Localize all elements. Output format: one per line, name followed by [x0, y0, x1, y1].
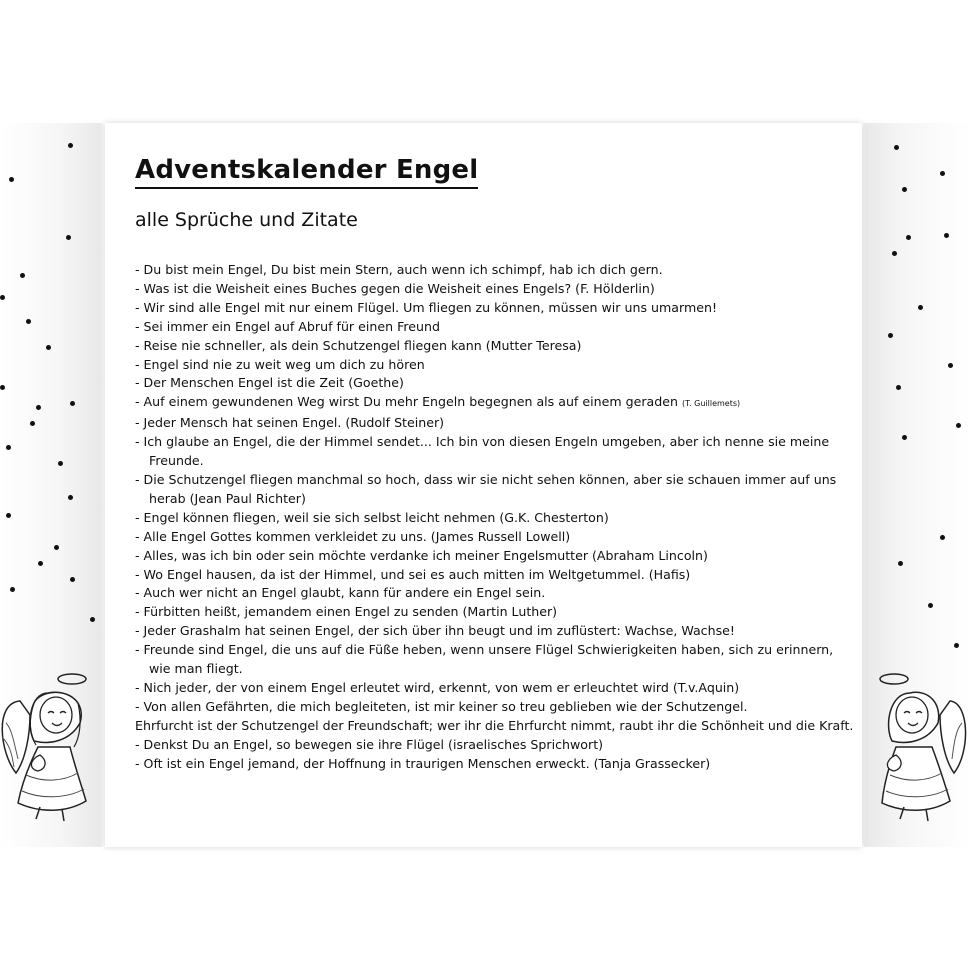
star-dot [38, 561, 43, 566]
quote-item [135, 414, 855, 433]
star-dot [46, 345, 51, 350]
quote-item [135, 566, 855, 585]
quote-text: - Alle Engel Gottes kommen verkleidet zu uns. (James Russell Lowell) [135, 528, 571, 544]
quote-text: - Auf einem gewundenen Weg wirst Du mehr Engeln begegnen als auf einem geraden [135, 394, 678, 410]
quote-item [135, 280, 855, 299]
quote-text: - Auch wer nicht an Engel glaubt, kann für andere ein Engel sein. [135, 585, 546, 601]
star-dot [902, 435, 907, 440]
star-dot [70, 401, 75, 406]
star-dot [36, 405, 41, 410]
star-dot [940, 171, 945, 176]
quote-source: (T. Guillemets) [682, 399, 741, 409]
quote-text: - Ich glaube an Engel, die der Himmel sendet... Ich bin von diesen Engeln umgeben, aber ich nenne sie meine Freunde. [135, 434, 830, 469]
quote-item [135, 337, 855, 356]
star-dot [940, 535, 945, 540]
star-dot [9, 177, 14, 182]
quote-text: - Jeder Grashalm hat seinen Engel, der sich über ihn beugt und im zuflüstert: Wachse, Wachse! [135, 623, 735, 639]
quote-text: - Freunde sind Engel, die uns auf die Füße heben, wenn unsere Flügel Schwierigkeiten haben, sich zu erinnern, wie man fliegt. [135, 642, 834, 677]
angel-illustration-right [866, 663, 970, 823]
star-dot [902, 187, 907, 192]
quote-item [135, 736, 855, 755]
document-page [105, 123, 862, 847]
quote-item [135, 641, 855, 679]
quote-item [135, 261, 855, 280]
quote-text: - Engel sind nie zu weit weg um dich zu hören [135, 356, 425, 372]
star-dot [948, 363, 953, 368]
quote-text: - Von allen Gefährten, die mich begleiteten, ist mir keiner so treu geblieben wie der Schutzengel. [135, 698, 748, 714]
star-dot [0, 385, 5, 390]
left-star-border [0, 123, 104, 847]
page-subtitle: alle Sprüche und Zitate [135, 209, 358, 231]
star-dot [54, 545, 59, 550]
quote-text: - Du bist mein Engel, Du bist mein Stern, auch wenn ich schimpf, hab ich dich gern. [135, 262, 663, 277]
star-dot [906, 235, 911, 240]
star-dot [888, 333, 893, 338]
quote-text: - Wir sind alle Engel mit nur einem Flügel. Um fliegen zu können, müssen wir uns umarmen! [135, 299, 717, 315]
star-dot [896, 385, 901, 390]
quote-text: Ehrfurcht ist der Schutzengel der Freundschaft; wer ihr die Ehrfurcht nimmt, raubt ihr die Schönheit und die Kraft. [135, 717, 854, 733]
quote-item [135, 356, 855, 375]
quote-text: - Was ist die Weisheit eines Buches gegen die Weisheit eines Engels? (F. Hölderlin) [135, 280, 655, 296]
quote-text: - Der Menschen Engel ist die Zeit (Goethe) [135, 375, 404, 391]
quote-item [135, 374, 855, 393]
quote-text: - Nich jeder, der von einem Engel erleutet wird, erkennt, von wem er erleuchtet wird (T.v.Aquin) [135, 679, 740, 695]
star-dot [0, 295, 5, 300]
star-dot [68, 143, 73, 148]
quote-item [135, 528, 855, 547]
quote-item [135, 547, 855, 566]
quote-text: - Wo Engel hausen, da ist der Himmel, und sei es auch mitten im Weltgetummel. (Hafis) [135, 566, 691, 582]
quote-text: - Engel können fliegen, weil sie sich selbst leicht nehmen (G.K. Chesterton) [135, 509, 609, 525]
angel-illustration-left [0, 663, 104, 823]
quote-item [135, 622, 855, 641]
quote-item [135, 509, 855, 528]
quote-item [135, 717, 855, 736]
quote-text: - Reise nie schneller, als dein Schutzengel fliegen kann (Mutter Teresa) [135, 337, 582, 353]
star-dot [928, 603, 933, 608]
star-dot [66, 235, 71, 240]
quote-text: - Denkst Du an Engel, so bewegen sie ihre Flügel (israelisches Sprichwort) [135, 736, 604, 752]
quote-item [135, 603, 855, 622]
star-dot [898, 561, 903, 566]
quote-item [135, 584, 855, 603]
star-dot [918, 305, 923, 310]
star-dot [10, 587, 15, 592]
star-dot [90, 617, 95, 622]
star-dot [894, 145, 899, 150]
right-star-border [866, 123, 970, 847]
quote-item [135, 471, 855, 509]
quote-list [135, 261, 855, 773]
star-dot [944, 233, 949, 238]
star-dot [58, 461, 63, 466]
star-dot [26, 319, 31, 324]
page-title: Adventskalender Engel [135, 155, 478, 189]
star-dot [892, 251, 897, 256]
quote-item [135, 755, 855, 774]
quote-item [135, 299, 855, 318]
quote-item [135, 433, 855, 471]
quote-text: - Fürbitten heißt, jemandem einen Engel zu senden (Martin Luther) [135, 604, 558, 620]
quote-text: - Oft ist ein Engel jemand, der Hoffnung in traurigen Menschen erweckt. (Tanja Grassecker) [135, 755, 711, 771]
quote-text: - Sei immer ein Engel auf Abruf für einen Freund [135, 318, 441, 334]
quote-item [135, 318, 855, 337]
star-dot [68, 495, 73, 500]
quote-text: - Jeder Mensch hat seinen Engel. (Rudolf Steiner) [135, 415, 445, 431]
star-dot [6, 513, 11, 518]
star-dot [20, 273, 25, 278]
quote-text: - Die Schutzengel fliegen manchmal so hoch, dass wir sie nicht sehen können, aber sie schauen immer auf uns herab (Jean Paul Richter) [135, 471, 837, 506]
star-dot [30, 421, 35, 426]
quote-text: - Alles, was ich bin oder sein möchte verdanke ich meiner Engelsmutter (Abraham Lincoln) [135, 547, 708, 563]
star-dot [70, 577, 75, 582]
quote-item [135, 698, 855, 717]
star-dot [6, 445, 11, 450]
quote-item [135, 393, 855, 414]
star-dot [954, 643, 959, 648]
quote-item [135, 679, 855, 698]
star-dot [956, 423, 961, 428]
